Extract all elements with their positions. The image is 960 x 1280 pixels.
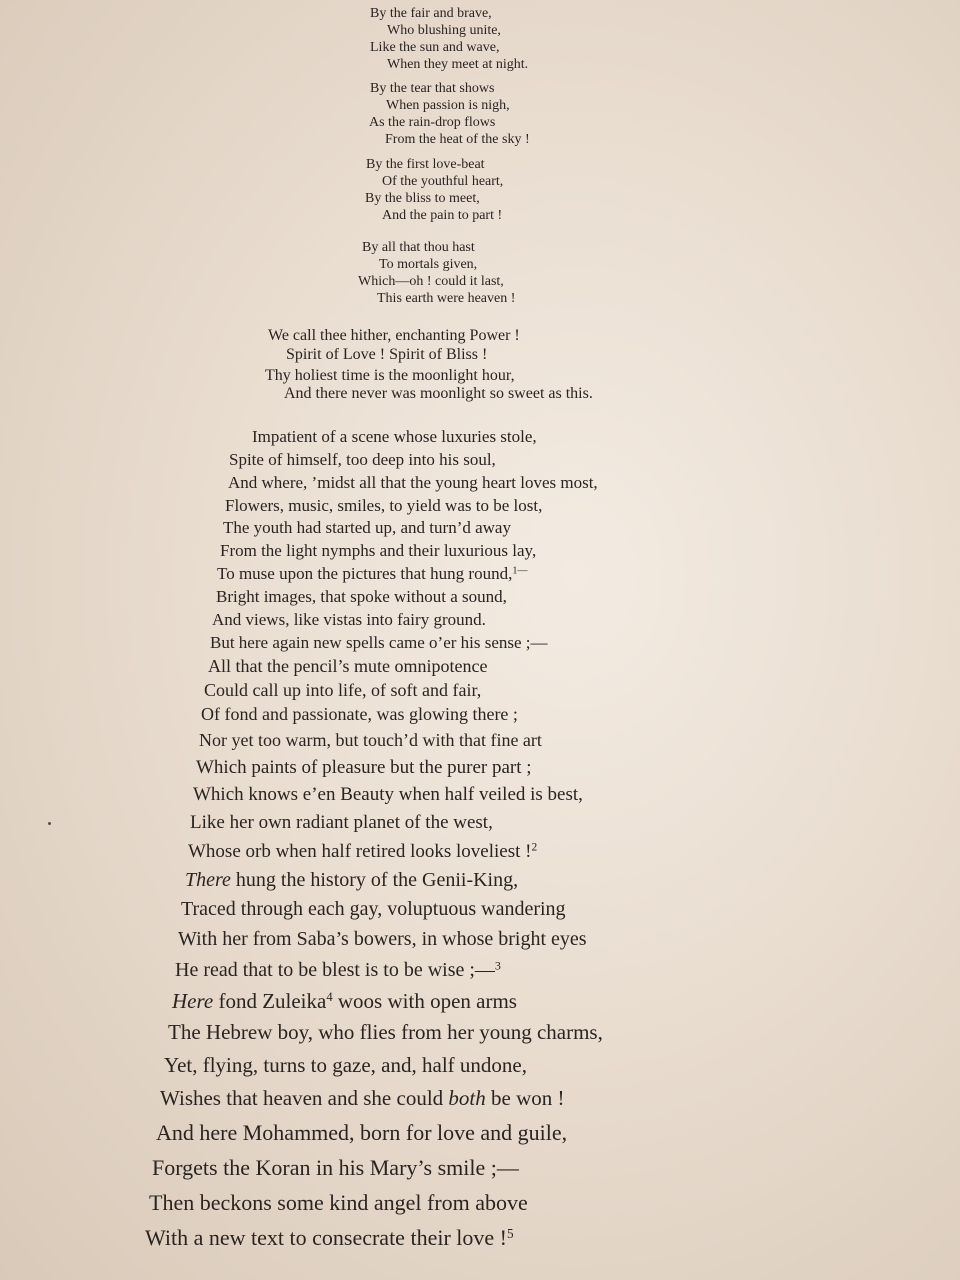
poem-line: Forgets the Koran in his Mary’s smile ;— — [152, 1155, 519, 1180]
poem-line: From the light nymphs and their luxurious lay, — [220, 541, 537, 560]
italic-word: both — [448, 1086, 486, 1110]
poem-line: We call thee hither, enchanting Power ! — [268, 327, 520, 344]
line-text: To muse upon the pictures that hung round, — [217, 564, 513, 583]
poem-line: By the bliss to meet, — [365, 191, 480, 206]
poem-line: Spirit of Love ! Spirit of Bliss ! — [286, 346, 488, 363]
poem-line — [160, 1088, 564, 1109]
italic-word: There — [185, 869, 231, 891]
poem-line: And there never was moonlight so sweet as this. — [284, 385, 593, 402]
poem-line: Could call up into life, of soft and fair, — [204, 680, 482, 700]
poem-line: The youth had started up, and turn’d away — [223, 518, 511, 537]
poem-line: The Hebrew boy, who flies from her young charms, — [168, 1020, 603, 1044]
poem-line: All that the pencil’s mute omnipotence — [208, 656, 488, 676]
poem-line: Which paints of pleasure but the purer part ; — [196, 757, 532, 778]
poem-line: By the fair and brave, — [370, 6, 492, 21]
footnote-marker: 2 — [531, 841, 538, 854]
poem-line: Nor yet too warm, but touch’d with that fine art — [199, 730, 542, 750]
line-text: woos with open arms — [337, 989, 517, 1013]
poem-line: And here Mohammed, born for love and guile, — [156, 1120, 568, 1145]
line-text: Whose orb when half retired looks loveliest ! — [188, 841, 532, 862]
poem-line: As the rain-drop flows — [369, 115, 496, 130]
poem-line: And the pain to part ! — [382, 208, 503, 223]
poem-line: Which—oh ! could it last, — [358, 274, 504, 289]
poem-line: This earth were heaven ! — [377, 291, 516, 306]
poem-line: By the tear that shows — [370, 81, 495, 96]
poem-line — [185, 870, 518, 890]
poem-line: But here again new spells came o’er his sense ;— — [210, 633, 548, 652]
poem-line: Impatient of a scene whose luxuries stole, — [252, 427, 537, 446]
poem-line — [145, 1227, 514, 1249]
line-text: He read that to be blest is to be wise ;— — [175, 959, 495, 981]
poem-line: Bright images, that spoke without a sound, — [216, 587, 507, 606]
poem-line: When they meet at night. — [387, 57, 529, 72]
poem-line — [172, 991, 517, 1012]
poem-line: Yet, flying, turns to gaze, and, half undone, — [164, 1053, 527, 1077]
poem-line: Which knows e’en Beauty when half veiled is best, — [193, 784, 583, 805]
poem-line: Flowers, music, smiles, to yield was to be lost, — [225, 496, 543, 515]
line-text: be won ! — [491, 1086, 565, 1110]
poem-line: With her from Saba’s bowers, in whose bright eyes — [178, 928, 587, 950]
poem-line: By the first love-beat — [366, 157, 485, 172]
poem-line: By all that thou hast — [362, 240, 475, 255]
paper-speck — [48, 822, 51, 825]
poem-line: To mortals given, — [379, 257, 478, 272]
poem-line: And where, ’midst all that the young heart loves most, — [228, 473, 598, 492]
footnote-marker: 4 — [326, 990, 333, 1005]
poem-line: Like the sun and wave, — [370, 40, 500, 55]
line-text: fond Zuleika — [218, 989, 327, 1013]
poem-line: Like her own radiant planet of the west, — [190, 812, 493, 833]
poem-line: When passion is nigh, — [386, 98, 510, 113]
poem-line: From the heat of the sky ! — [385, 132, 530, 147]
poem-line: Thy holiest time is the moonlight hour, — [265, 367, 515, 384]
poem-line: Then beckons some kind angel from above — [149, 1190, 528, 1215]
line-text: Wishes that heaven and she could — [160, 1086, 444, 1110]
poem-line: And views, like vistas into fairy ground. — [212, 610, 486, 629]
italic-word: Here — [172, 989, 214, 1013]
footnote-marker: 1— — [512, 565, 528, 577]
poem-line — [188, 842, 537, 861]
footnote-marker: 3 — [494, 958, 501, 973]
poem-line: Who blushing unite, — [387, 23, 501, 38]
poem-line: Of the youthful heart, — [382, 174, 504, 189]
poem-line: Of fond and passionate, was glowing there ; — [201, 704, 518, 724]
poem-line: Spite of himself, too deep into his soul, — [229, 450, 496, 469]
line-text: hung the history of the Genii-King, — [235, 869, 519, 891]
poem-line — [175, 960, 501, 980]
poem-line — [217, 565, 528, 582]
footnote-marker: 5 — [506, 1225, 514, 1241]
poem-line: Traced through each gay, voluptuous wandering — [181, 898, 566, 920]
line-text: With a new text to consecrate their love ! — [145, 1225, 507, 1250]
